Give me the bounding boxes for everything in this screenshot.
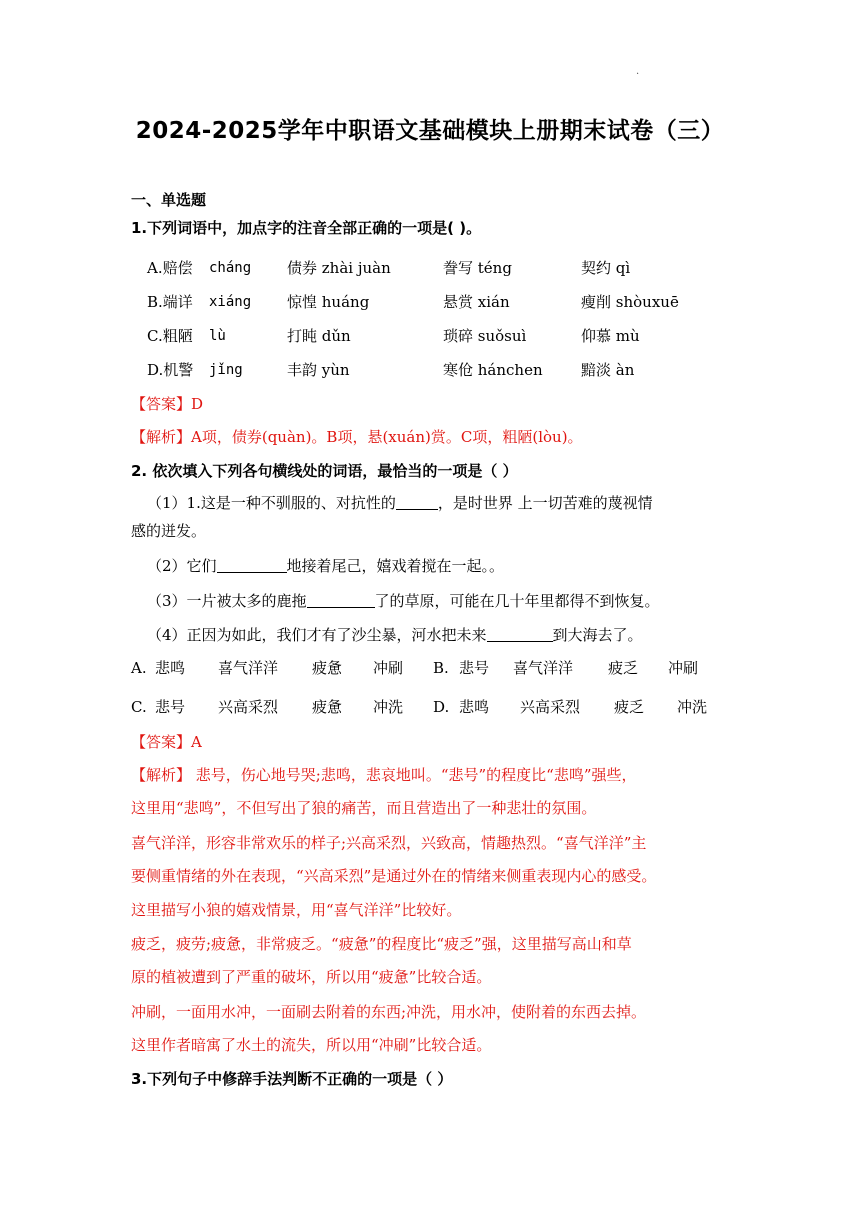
q2-analysis-line: 这里描写小狼的嬉戏情景，用“喜气洋洋”比较好。: [131, 901, 462, 919]
q2-sentence-1-text: （1）1.这是一种不驯服的、对抗性的: [147, 494, 396, 512]
q2-option-c-label: C.: [131, 698, 147, 716]
q2-sentence-1-text: ，是时世界 上一切苦难的蔑视情: [437, 494, 653, 512]
q3-stem: 3.下列句子中修辞手法判断不正确的一项是（ ）: [131, 1070, 453, 1088]
q2-sentence-2: [147, 556, 504, 576]
q2-option-b-label: B.: [433, 659, 449, 677]
q1-option-c-item: 仰慕 mù: [581, 327, 640, 345]
fill-blank: [487, 625, 553, 642]
q1-answer: [131, 394, 203, 414]
q2-stem: 2. 依次填入下列各句横线处的词语，最恰当的一项是（ ）: [131, 462, 518, 480]
fill-blank: [396, 493, 438, 510]
analysis-text: 悲号，伤心地号哭;悲鸣，悲哀地叫。“悲号”的程度比“悲鸣”强些，: [191, 766, 637, 784]
q1-option-b-item: 悬赏 xián: [443, 293, 510, 311]
q2-analysis-line: 要侧重情绪的外在表现，“兴高采烈”是通过外在的情绪来侧重表现内心的感受。: [131, 867, 657, 885]
q2-option-word: 疲乏: [614, 698, 645, 716]
q2-option-a-label: A.: [131, 659, 147, 677]
q2-option-word: 悲号: [459, 659, 490, 677]
q1-option-c-item: 打盹 dǔn: [287, 327, 351, 345]
q1-option-d-item: 黯淡 àn: [581, 361, 635, 379]
q1-option-a-item: 债券 zhài juàn: [287, 259, 391, 277]
fill-blank: [217, 556, 287, 573]
q2-option-word: 冲洗: [373, 698, 404, 716]
q2-analysis-line: 冲刷，一面用水冲，一面刷去附着的东西;冲洗，用水冲，使附着的东西去掉。: [131, 1003, 647, 1021]
section-heading: 一、单选题: [131, 191, 207, 209]
q2-sentence-3-text: （3）一片被太多的鹿拖: [147, 592, 307, 610]
answer-value: D: [191, 395, 204, 413]
q1-stem: 1.下列词语中，加点字的注音全部正确的一项是( )。: [131, 219, 482, 237]
q1-option-a-label: A.赔偿: [147, 259, 193, 277]
q2-sentence-3-text: 了的草原，可能在几十年里都得不到恢复。: [374, 592, 660, 610]
q2-sentence-2-text: （2）它们: [147, 557, 217, 575]
q2-analysis-line: [131, 765, 637, 785]
q2-sentence-1-cont: 感的迸发。: [131, 522, 207, 540]
q1-option-a-item: 契约 qì: [581, 259, 631, 277]
analysis-tag: 【解析】: [131, 766, 192, 784]
q2-analysis-line: 这里用“悲鸣”，不但写出了狼的痛苦，而且营造出了一种悲壮的氛围。: [131, 799, 597, 817]
q1-analysis: [131, 427, 583, 447]
page-dot: .: [636, 66, 640, 77]
q2-option-word: 喜气洋洋: [513, 659, 574, 677]
q1-option-b-item: xiáng: [209, 294, 252, 310]
answer-tag: 【答案】: [131, 395, 192, 413]
q1-option-c-label: C.粗陋: [147, 327, 193, 345]
q1-option-a-item: cháng: [209, 260, 252, 276]
q2-option-word: 冲刷: [668, 659, 699, 677]
q2-sentence-2-text: 地接着尾己，嬉戏着搅在一起。。: [286, 557, 505, 575]
fill-blank: [307, 591, 375, 608]
q1-option-b-item: 惊惶 huáng: [287, 293, 370, 311]
q2-sentence-4: [147, 625, 643, 645]
q2-option-word: 兴高采烈: [520, 698, 581, 716]
q2-analysis-line: 喜气洋洋，形容非常欢乐的样子;兴高采烈，兴致高，情趣热烈。“喜气洋洋”主: [131, 834, 647, 852]
q1-option-d-item: 寒伧 hánchen: [443, 361, 543, 379]
q2-option-word: 兴高采烈: [218, 698, 279, 716]
q2-option-word: 悲号: [155, 698, 186, 716]
analysis-tag: 【解析】: [131, 428, 192, 446]
q2-sentence-3: [147, 591, 660, 611]
q1-option-b-label: B.端详: [147, 293, 193, 311]
q2-answer: [131, 732, 202, 752]
q2-sentence-1: [147, 493, 653, 513]
q2-option-word: 疲惫: [312, 659, 343, 677]
q1-option-d-item: 丰韵 yùn: [287, 361, 350, 379]
answer-value: A: [191, 733, 202, 751]
q1-option-c-item: lù: [209, 328, 226, 344]
q2-sentence-4-text: 到大海去了。: [552, 626, 643, 644]
q2-option-word: 悲鸣: [459, 698, 490, 716]
q1-option-a-item: 誊写 téng: [443, 259, 512, 277]
q2-option-word: 疲乏: [608, 659, 639, 677]
q1-option-d-label: D.机警: [147, 361, 194, 379]
q2-option-word: 冲洗: [677, 698, 708, 716]
q2-analysis-line: 疲乏，疲劳;疲惫，非常疲乏。“疲惫”的程度比“疲乏”强，这里描写高山和草: [131, 935, 632, 953]
q1-option-c-item: 琐碎 suǒsuì: [443, 327, 527, 345]
q2-analysis-line: 这里作者暗寓了水土的流失，所以用“冲刷”比较合适。: [131, 1036, 492, 1054]
q2-option-word: 喜气洋洋: [218, 659, 279, 677]
q1-option-d-item: jǐng: [209, 362, 243, 378]
q2-analysis-line: 原的植被遭到了严重的破坏，所以用“疲惫”比较合适。: [131, 968, 492, 986]
q2-option-word: 疲惫: [312, 698, 343, 716]
q2-option-word: 冲刷: [373, 659, 404, 677]
answer-tag: 【答案】: [131, 733, 192, 751]
q1-option-b-item: 瘦削 shòuxuē: [581, 293, 679, 311]
q2-sentence-4-text: （4）正因为如此，我们才有了沙尘暴，河水把未来: [147, 626, 487, 644]
analysis-text: A项，债券(quàn)。B项，悬(xuán)赏。C项，粗陋(lòu)。: [191, 428, 583, 446]
q2-option-word: 悲鸣: [155, 659, 186, 677]
q2-option-d-label: D.: [433, 698, 450, 716]
page-title: 2024-2025学年中职语文基础模块上册期末试卷（三）: [135, 118, 725, 144]
